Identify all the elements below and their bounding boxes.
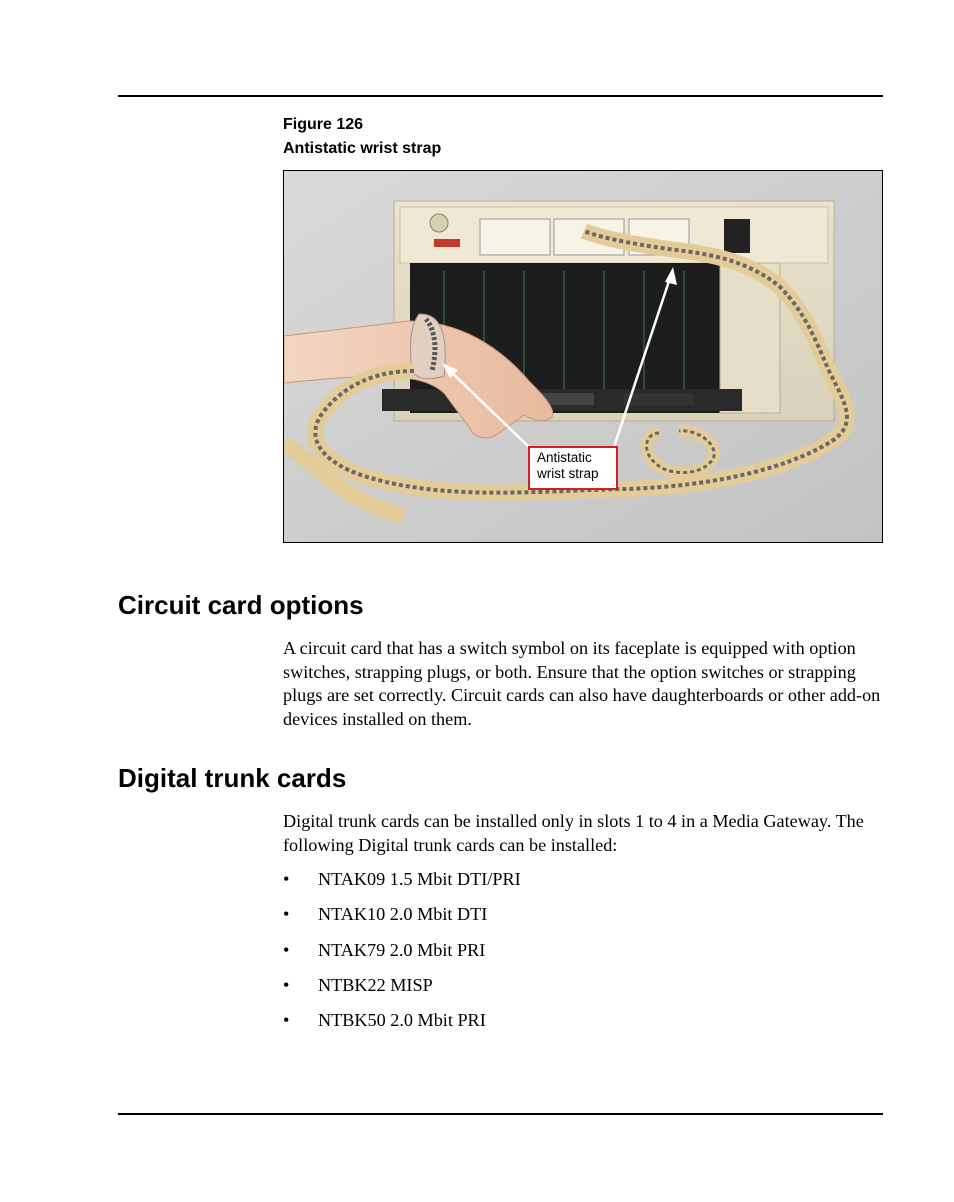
heading-circuit-card-options: Circuit card options <box>118 590 364 620</box>
list-item <box>283 903 521 938</box>
bullet-icon: • <box>283 904 290 925</box>
list-item <box>283 868 521 903</box>
heading-digital-trunk-cards: Digital trunk cards <box>118 763 347 793</box>
list-item-text: NTBK22 MISP <box>318 974 433 995</box>
bullet-icon: • <box>283 1010 290 1031</box>
list-item-text: NTBK50 2.0 Mbit PRI <box>318 1010 486 1031</box>
list-item-text: NTAK10 2.0 Mbit DTI <box>318 904 488 925</box>
list-item-text: NTAK09 1.5 Mbit DTI/PRI <box>318 869 521 889</box>
list-item <box>283 939 521 974</box>
list-item <box>283 974 521 1009</box>
paragraph-digital-trunk-cards: Digital trunk cards can be installed only in slots 1 to 4 in a Media Gateway. The following Digital trunk cards can be installed: <box>283 811 864 855</box>
digital-trunk-card-list <box>283 868 521 1044</box>
paragraph-circuit-card-options: A circuit card that has a switch symbol on its faceplate is equipped with option switches, strapping plugs, or both. Ensure that the option switches or strapping plugs are set correctly. Circuit cards can also have daughterboards or other add-on devices installed on them. <box>283 638 881 729</box>
bullet-icon: • <box>283 869 290 889</box>
bullet-icon: • <box>283 974 290 995</box>
list-item-text: NTAK79 2.0 Mbit PRI <box>318 939 486 960</box>
figure-caption <box>283 113 441 161</box>
bullet-icon: • <box>283 939 290 960</box>
callout-line-1: Antistatic <box>537 450 592 465</box>
list-item <box>283 1009 521 1044</box>
header-rule <box>118 95 883 97</box>
figure-title: Antistatic wrist strap <box>283 140 442 157</box>
footer-rule <box>118 1113 883 1115</box>
callout-label <box>528 446 618 490</box>
callout-line-2: wrist strap <box>537 466 599 481</box>
figure-number: Figure 126 <box>283 116 364 133</box>
